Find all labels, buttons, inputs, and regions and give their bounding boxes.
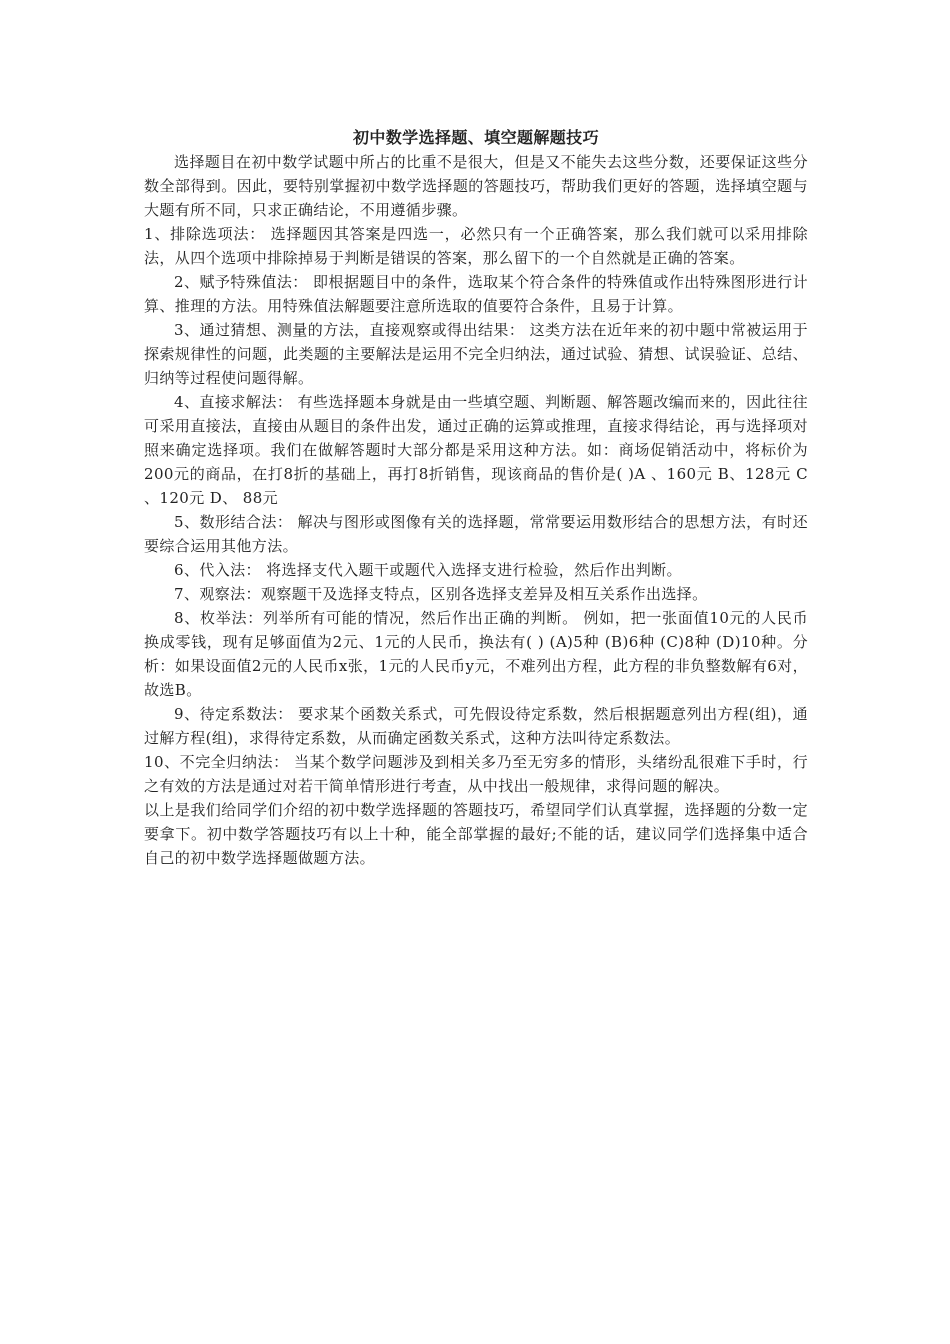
intro-paragraph: 选择题目在初中数学试题中所占的比重不是很大，但是又不能失去这些分数，还要保证这些分数全部得到。因此，要特别掌握初中数学选择题的答题技巧，帮助我们更好的答题，选择填空题与大题有所不同，只求正确结论，不用遵循步骤。 <box>144 153 808 219</box>
method-9-paragraph: 9、待定系数法： 要求某个函数关系式，可先假设待定系数，然后根据题意列出方程(组)，通过解方程(组)，求得待定系数，从而确定函数关系式，这种方法叫待定系数法。 <box>144 705 808 747</box>
method-1-paragraph: 1、排除选项法： 选择题因其答案是四选一，必然只有一个正确答案，那么我们就可以采用排除法，从四个选项中排除掉易于判断是错误的答案，那么留下的一个自然就是正确的答案。 <box>144 225 808 267</box>
method-2-paragraph: 2、赋予特殊值法： 即根据题目中的条件，选取某个符合条件的特殊值或作出特殊图形进行计算、推理的方法。用特殊值法解题要注意所选取的值要符合条件，且易于计算。 <box>144 273 808 315</box>
conclusion-paragraph: 以上是我们给同学们介绍的初中数学选择题的答题技巧，希望同学们认真掌握，选择题的分数一定要拿下。初中数学答题技巧有以上十种，能全部掌握的最好;不能的话，建议同学们选择集中适合自己的初中数学选择题做题方法。 <box>144 801 808 867</box>
method-5-paragraph: 5、数形结合法： 解决与图形或图像有关的选择题，常常要运用数形结合的思想方法，有时还要综合运用其他方法。 <box>144 513 808 555</box>
method-10-paragraph: 10、不完全归纳法： 当某个数学问题涉及到相关多乃至无穷多的情形，头绪纷乱很难下手时，行之有效的方法是通过对若干简单情形进行考查，从中找出一般规律，求得问题的解决。 <box>144 753 808 795</box>
method-8-paragraph: 8、枚举法：列举所有可能的情况，然后作出正确的判断。 例如，把一张面值10元的人民币换成零钱，现有足够面值为2元、1元的人民币，换法有( ) (A)5种 (B)6种 (C)8种 (D)10种。分析：如果设面值2元的人民币x张，1元的人民币y元，不难列出方程，此方程的非负整数解有6对，故选B。 <box>144 609 808 699</box>
method-7-paragraph: 7、观察法：观察题干及选择支特点，区别各选择支差异及相互关系作出选择。 <box>174 585 708 603</box>
method-6-paragraph: 6、代入法： 将选择支代入题干或题代入选择支进行检验，然后作出判断。 <box>174 561 682 579</box>
document-title: 初中数学选择题、填空题解题技巧 <box>352 128 599 147</box>
method-3-paragraph: 3、通过猜想、测量的方法，直接观察或得出结果： 这类方法在近年来的初中题中常被运用于探索规律性的问题，此类题的主要解法是运用不完全归纳法，通过试验、猜想、试误验证、总结、归纳等过程使问题得解。 <box>144 321 808 387</box>
document-page <box>144 126 808 870</box>
method-4-paragraph: 4、直接求解法： 有些选择题本身就是由一些填空题、判断题、解答题改编而来的，因此往往可采用直接法，直接由从题目的条件出发，通过正确的运算或推理，直接求得结论，再与选择项对照来确定选择项。我们在做解答题时大部分都是采用这种方法。如：商场促销活动中，将标价为200元的商品，在打8折的基础上，再打8折销售，现该商品的售价是( )A 、160元 B、128元 C 、120元 D、 88元 <box>144 393 808 507</box>
